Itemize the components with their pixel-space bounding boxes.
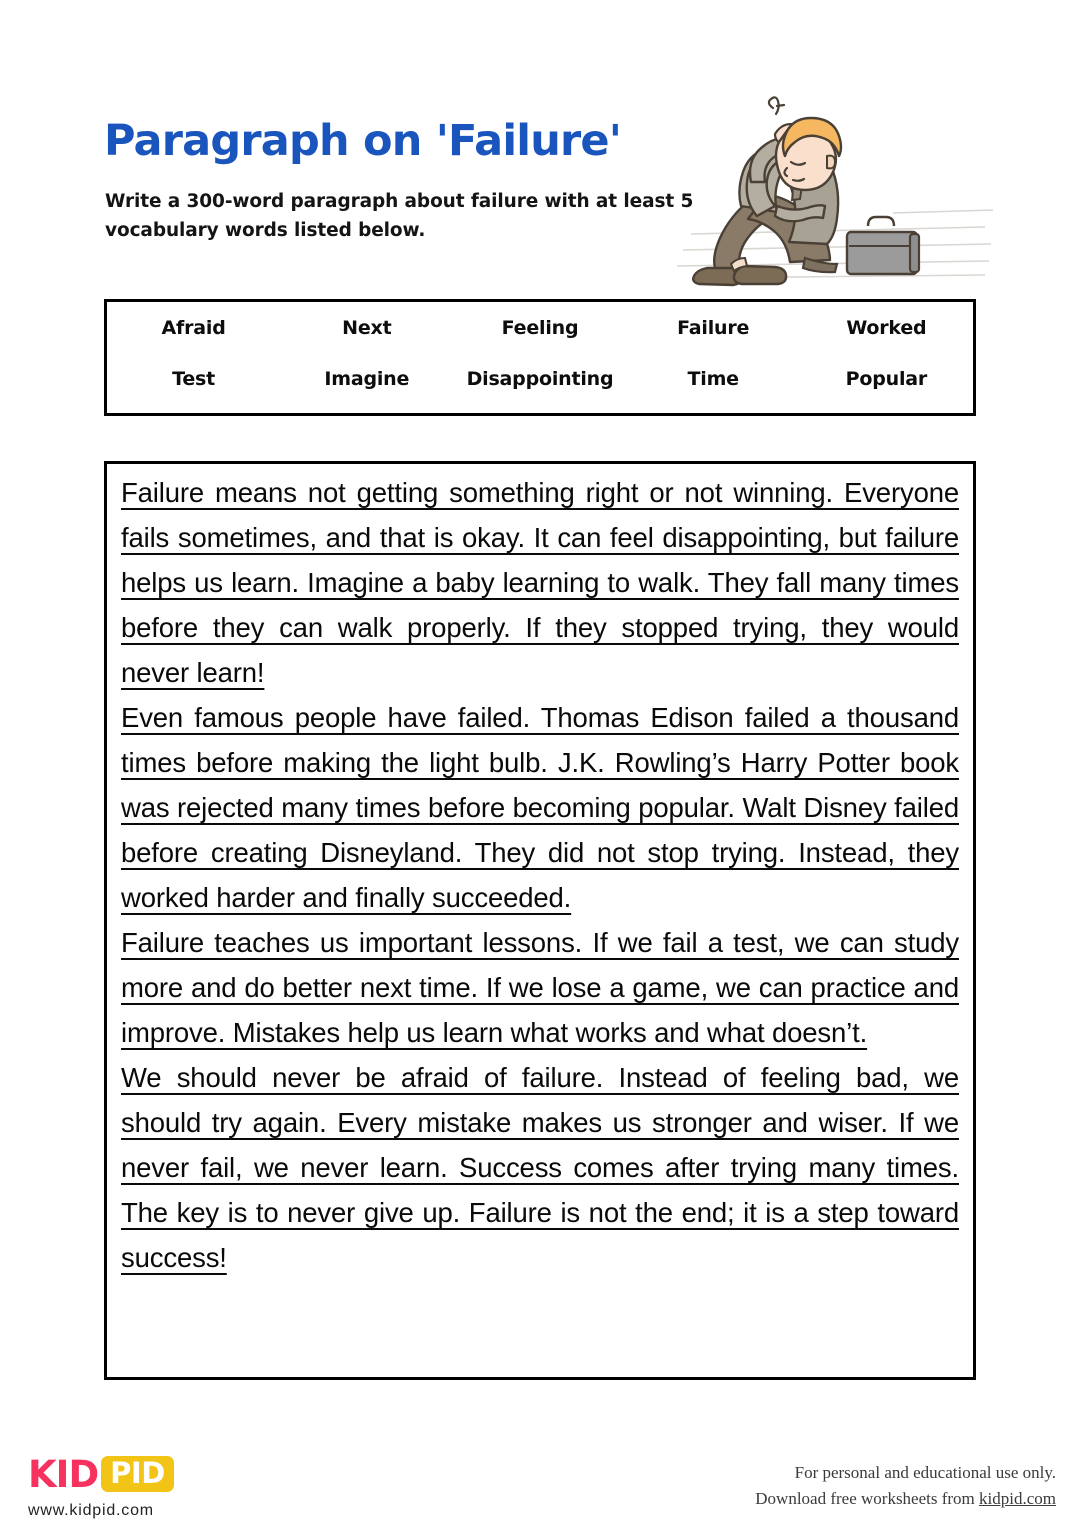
logo-pid-text: PID bbox=[110, 1456, 165, 1490]
vocabulary-word: Next bbox=[342, 316, 392, 339]
vocabulary-word: Feeling bbox=[501, 316, 579, 339]
vocabulary-word: Test bbox=[172, 368, 216, 391]
vocabulary-word: Failure bbox=[677, 316, 750, 339]
page-title: Paragraph on 'Failure' bbox=[104, 116, 622, 166]
briefcase-icon bbox=[847, 217, 919, 274]
logo-pid-badge bbox=[101, 1456, 174, 1492]
page-footer bbox=[0, 1440, 1086, 1536]
vocabulary-word: Popular bbox=[845, 368, 928, 391]
credits-download-prefix: Download free worksheets from bbox=[755, 1489, 980, 1509]
vocabulary-box bbox=[104, 299, 976, 416]
kidpid-link[interactable]: kidpid.com bbox=[979, 1489, 1056, 1509]
vocabulary-word: Disappointing bbox=[466, 368, 614, 391]
vocabulary-word: Afraid bbox=[161, 316, 226, 339]
frustration-squiggle-icon bbox=[769, 97, 784, 114]
answer-paragraph: Failure means not getting something right or not winning. Everyone fails sometimes, and that is okay. It can feel disappointing, but failure helps us learn. Imagine a baby learning to walk. They fall many times before they can walk properly. If they stopped trying, they would never learn! bbox=[121, 477, 959, 688]
shoes-shape bbox=[693, 258, 786, 285]
answer-paragraph: We should never be afraid of failure. Instead of feeling bad, we should try again. Every mistake makes us stronger and wiser. If we never fail, we never learn. Success comes after trying many times. The key is to never give up. Failure is not the end; it is a step toward success! bbox=[121, 1062, 959, 1273]
logo-row bbox=[28, 1452, 228, 1496]
vocabulary-word: Worked bbox=[846, 316, 927, 339]
footer-credits bbox=[755, 1460, 1056, 1513]
answer-paragraph: Even famous people have failed. Thomas Edison failed a thousand times before making the light bulb. J.K. Rowling’s Harry Potter book was rejected many times before becoming popular. Walt Disney failed before creating Disneyland. They did not stop trying. Instead, they worked harder and finally succeeded. bbox=[121, 702, 959, 913]
credits-line-usage: For personal and educational use only. bbox=[794, 1463, 1056, 1482]
vocabulary-word: Time bbox=[687, 368, 739, 391]
logo-kid-text: KID bbox=[28, 1452, 99, 1496]
kidpid-logo[interactable] bbox=[28, 1452, 228, 1520]
credits-line-download bbox=[755, 1486, 1056, 1512]
vocabulary-word: Imagine bbox=[324, 368, 410, 391]
logo-website-url: www.kidpid.com bbox=[28, 1502, 154, 1519]
answer-paragraph: Failure teaches us important lessons. If we fail a test, we can study more and do better next time. If we lose a game, we can practice and improve. Mistakes help us learn what works and what doesn’t. bbox=[121, 927, 959, 1048]
sad-businessman-illustration bbox=[655, 82, 995, 290]
worksheet-instructions: Write a 300-word paragraph about failure with at least 5 vocabulary words listed below. bbox=[105, 191, 694, 241]
answer-paragraph-box[interactable] bbox=[104, 461, 976, 1380]
vocabulary-grid bbox=[107, 302, 973, 413]
